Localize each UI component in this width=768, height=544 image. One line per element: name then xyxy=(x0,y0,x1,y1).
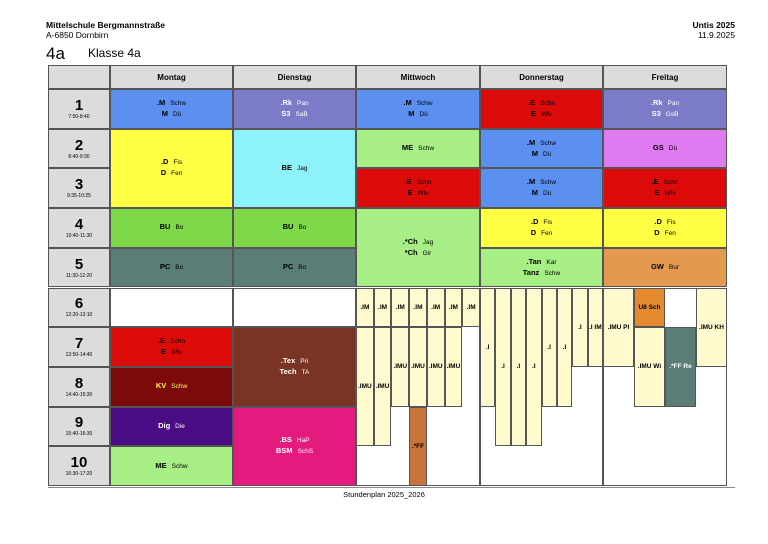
lesson-line xyxy=(160,262,183,273)
teacher-code: Jag xyxy=(422,238,434,246)
split-lesson-cell: .IMU xyxy=(374,327,392,446)
lesson-cell xyxy=(110,327,233,367)
lesson-cell xyxy=(110,367,233,407)
period-time: 11:30-12:20 xyxy=(65,272,93,279)
subject-code: .E xyxy=(404,177,412,187)
lesson-line xyxy=(402,143,434,154)
subject-code: .Rk xyxy=(650,97,663,107)
period-time: 7:50-8:40 xyxy=(68,113,90,120)
software-name: Untis 2025 xyxy=(692,20,735,30)
lesson-line xyxy=(283,262,306,273)
subject-code: BU xyxy=(282,222,294,232)
subject-code: M xyxy=(408,108,415,118)
teacher-code: Fis xyxy=(543,218,553,226)
split-lesson-cell: .IMU xyxy=(356,327,374,446)
lesson-line xyxy=(403,237,433,248)
subject-code: .E xyxy=(158,336,166,346)
split-lesson-cell: .IM xyxy=(427,288,445,328)
split-lesson-cell: .IMU Wi xyxy=(634,327,665,406)
lesson-cell xyxy=(603,208,727,248)
lesson-cell xyxy=(233,129,356,208)
split-lesson-cell: .IM xyxy=(462,288,480,328)
lesson-line xyxy=(652,177,679,188)
lesson-line xyxy=(282,163,308,174)
split-lesson-cell: .IM xyxy=(374,288,392,328)
period-label xyxy=(48,288,110,328)
period-number: 7 xyxy=(74,335,84,353)
lesson-line xyxy=(161,157,182,168)
lesson-cell xyxy=(110,446,233,486)
subject-code: ME xyxy=(401,143,414,153)
lesson-line xyxy=(408,188,429,199)
teacher-code: Schw xyxy=(540,179,557,187)
subject-code: D xyxy=(654,227,660,237)
teacher-code: Dü xyxy=(542,190,552,198)
split-lesson-cell: .I xyxy=(526,288,541,447)
school-address: A-6850 Dornbirn xyxy=(46,30,109,40)
lesson-cell xyxy=(110,208,233,248)
day-header-mittwoch: Mittwoch xyxy=(356,65,480,89)
lesson-line xyxy=(408,109,428,120)
subject-code: KV xyxy=(155,381,167,391)
teacher-code: Fen xyxy=(171,170,183,178)
period-number: 6 xyxy=(74,295,84,313)
lesson-cell xyxy=(603,168,727,208)
lesson-cell xyxy=(480,89,603,129)
teacher-code: Bo xyxy=(298,224,307,232)
lesson-line xyxy=(403,98,432,109)
subject-code: .M xyxy=(526,177,536,187)
subject-code: .BS xyxy=(279,435,292,445)
lesson-cell xyxy=(356,168,480,208)
teacher-code: Jag xyxy=(296,164,308,172)
period-label xyxy=(48,129,110,169)
lesson-line xyxy=(276,446,313,457)
split-lesson-cell: .IM xyxy=(391,288,409,328)
period-time: 10:40-11:30 xyxy=(65,232,93,239)
split-lesson-cell: .IM xyxy=(356,288,374,328)
period-number: 8 xyxy=(74,374,84,392)
teacher-code: Bo xyxy=(298,264,307,272)
teacher-code: Bur xyxy=(668,264,680,272)
teacher-code: Wlv xyxy=(541,110,552,118)
split-lesson-cell: .I xyxy=(480,288,495,407)
subject-code: S3 xyxy=(651,108,661,118)
subject-code: M xyxy=(161,108,168,118)
lesson-cell xyxy=(233,407,356,486)
lesson-line xyxy=(531,217,552,228)
period-number: 3 xyxy=(74,176,84,194)
teacher-code: Bo xyxy=(175,224,184,232)
lesson-cell xyxy=(233,248,356,288)
subject-code: .M xyxy=(156,97,166,107)
lesson-cell xyxy=(356,89,480,129)
lesson-cell xyxy=(356,129,480,169)
teacher-code: Wlv xyxy=(664,190,676,198)
lesson-line xyxy=(281,356,308,367)
period-time: 15:40-16:30 xyxy=(65,431,93,438)
subject-code: E xyxy=(407,188,413,198)
period-number: 2 xyxy=(74,136,84,154)
split-lesson-cell: .I xyxy=(557,288,572,407)
print-date: 11.9.2025 xyxy=(697,30,735,40)
lesson-line xyxy=(156,381,187,392)
teacher-code: Pan xyxy=(297,99,309,107)
teacher-code: GsB xyxy=(665,110,679,118)
period-label xyxy=(48,89,110,129)
teacher-code: TA xyxy=(301,368,310,376)
teacher-code: Pri xyxy=(300,357,309,365)
lesson-cell xyxy=(480,248,603,288)
subject-code: PC xyxy=(159,262,171,272)
subject-code: .*Ch xyxy=(402,236,418,246)
lesson-line xyxy=(281,109,307,120)
teacher-code: Schn xyxy=(540,99,555,107)
lesson-line xyxy=(279,435,309,446)
subject-code: D xyxy=(160,168,167,178)
period-label xyxy=(48,248,110,288)
period-time: 9:35-10:25 xyxy=(67,193,91,200)
lesson-cell xyxy=(110,288,233,328)
lesson-line xyxy=(405,248,432,259)
lesson-line xyxy=(155,461,187,472)
teacher-code: Schw xyxy=(416,99,433,107)
split-lesson-cell: .I xyxy=(495,288,510,447)
subject-code: Dig xyxy=(158,420,171,430)
period-label xyxy=(48,446,110,486)
teacher-code: Dü xyxy=(419,110,428,118)
period-label xyxy=(48,208,110,248)
subject-code: .Rk xyxy=(280,97,293,107)
split-lesson-cell: .IMU xyxy=(409,327,427,406)
day-header-montag: Montag xyxy=(110,65,233,89)
period-time: 8:40-9:30 xyxy=(68,153,90,160)
period-time: 13:50-14:40 xyxy=(65,352,93,359)
split-lesson-cell: .*FF Re xyxy=(665,327,696,406)
school-name: Mittelschule Bergmannstraße xyxy=(46,20,166,30)
lesson-line xyxy=(654,217,675,228)
subject-code: ME xyxy=(155,460,167,470)
subject-code: *Ch xyxy=(404,247,418,257)
teacher-code: SaB xyxy=(295,110,308,118)
teacher-code: Schw xyxy=(171,462,188,470)
subject-code: BE xyxy=(281,162,292,172)
teacher-code: Kar xyxy=(546,258,557,266)
lesson-cell xyxy=(603,89,727,129)
lesson-cell xyxy=(233,208,356,248)
lesson-line xyxy=(652,109,679,120)
lesson-line xyxy=(531,109,552,120)
split-lesson-cell: .I xyxy=(542,288,557,407)
period-number: 10 xyxy=(70,454,88,472)
lesson-line xyxy=(405,177,432,188)
period-label xyxy=(48,327,110,367)
split-lesson-cell: .IMU Pl xyxy=(603,288,634,367)
lesson-cell xyxy=(480,208,603,248)
lesson-line xyxy=(280,367,310,378)
footer-divider xyxy=(48,487,735,488)
split-lesson-cell: .IMU xyxy=(427,327,445,406)
day-header-dienstag: Dienstag xyxy=(233,65,356,89)
day-header-donnerstag: Donnerstag xyxy=(480,65,603,89)
lesson-cell xyxy=(233,327,356,406)
teacher-code: Dü xyxy=(172,110,182,118)
lesson-cell xyxy=(480,168,603,208)
lesson-line xyxy=(160,222,184,233)
period-time: 16:30-17:20 xyxy=(65,471,93,478)
split-lesson-cell: .IMU xyxy=(391,327,409,406)
timetable-grid xyxy=(48,65,727,486)
lesson-line xyxy=(655,188,676,199)
class-name: Klasse 4a xyxy=(88,46,141,60)
split-lesson-cell: .IMU xyxy=(445,327,463,406)
lesson-line xyxy=(157,98,186,109)
subject-code: .D xyxy=(530,216,539,226)
lesson-line xyxy=(280,98,308,109)
teacher-code: Dü xyxy=(668,145,678,153)
subject-code: GW xyxy=(650,262,664,272)
split-lesson-cell: .I IM xyxy=(588,288,603,367)
lesson-cell xyxy=(603,248,727,288)
subject-code: E xyxy=(161,347,167,357)
teacher-code: Wlv xyxy=(417,190,429,198)
subject-code: .E xyxy=(651,177,659,187)
teacher-code: Fen xyxy=(664,229,676,237)
teacher-code: Schn xyxy=(416,179,432,187)
period-time: 14:40-15:30 xyxy=(65,391,93,398)
period-label xyxy=(48,407,110,447)
period-number: 9 xyxy=(74,414,84,432)
subject-code: BU xyxy=(159,222,171,232)
subject-code: PC xyxy=(282,262,294,272)
teacher-code: Dü xyxy=(542,150,552,158)
lesson-cell xyxy=(110,248,233,288)
lesson-line xyxy=(532,149,552,160)
teacher-code: Schn xyxy=(663,179,679,187)
grid-corner xyxy=(48,65,110,89)
lesson-line xyxy=(651,262,679,273)
footer-title: Stundenplan 2025_2026 xyxy=(343,490,425,499)
lesson-line xyxy=(651,98,679,109)
teacher-code: Bo xyxy=(175,264,184,272)
teacher-code: Pan xyxy=(667,99,680,107)
lesson-line xyxy=(161,347,182,358)
teacher-code: SchS xyxy=(297,448,314,456)
split-lesson-cell: .IM xyxy=(409,288,427,328)
subject-code: .M xyxy=(403,97,412,107)
lesson-cell xyxy=(356,208,480,287)
subject-code: E xyxy=(531,108,537,118)
subject-code: .M xyxy=(526,137,536,147)
split-lesson-cell: .IM xyxy=(445,288,463,328)
lesson-line xyxy=(532,188,552,199)
split-lesson-cell: .IMU KH xyxy=(696,288,727,367)
lesson-line xyxy=(161,168,183,179)
lesson-line xyxy=(283,222,307,233)
lesson-line xyxy=(653,143,677,154)
day-header-freitag: Freitag xyxy=(603,65,727,89)
subject-code: M xyxy=(531,148,538,158)
lesson-cell xyxy=(233,288,356,328)
subject-code: .D xyxy=(160,157,169,167)
period-number: 1 xyxy=(74,96,84,114)
subject-code: .Tan xyxy=(526,256,542,266)
lesson-line xyxy=(527,177,556,188)
split-lesson-cell: .I xyxy=(511,288,526,447)
subject-code: Tanz xyxy=(522,267,540,277)
lesson-cell xyxy=(110,407,233,447)
teacher-code: Fis xyxy=(173,159,183,167)
subject-code: GS xyxy=(652,143,664,153)
teacher-code: Gir xyxy=(422,249,432,257)
split-lesson-cell: .I xyxy=(572,288,587,367)
teacher-code: Schw xyxy=(171,383,188,391)
subject-code: .Tex xyxy=(280,355,296,365)
lesson-line xyxy=(527,257,557,268)
lesson-line xyxy=(523,268,560,279)
lesson-line xyxy=(162,109,182,120)
subject-code: D xyxy=(530,227,537,237)
split-lesson-cell: U8 Sch xyxy=(634,288,665,328)
lesson-cell xyxy=(110,129,233,208)
lesson-line xyxy=(527,138,556,149)
teacher-code: Schw xyxy=(540,139,557,147)
lesson-cell xyxy=(603,129,727,169)
teacher-code: Schw xyxy=(418,145,435,153)
period-number: 5 xyxy=(74,255,84,273)
subject-code: S3 xyxy=(281,108,291,118)
lesson-line xyxy=(158,336,185,347)
subject-code: BSM xyxy=(275,446,293,456)
lesson-cell xyxy=(233,89,356,129)
subject-code: E xyxy=(654,188,660,198)
teacher-code: Schw xyxy=(170,99,187,107)
lesson-cell xyxy=(110,89,233,129)
lesson-line xyxy=(654,228,676,239)
period-label xyxy=(48,168,110,208)
teacher-code: Die xyxy=(175,422,185,430)
subject-code: .D xyxy=(654,216,662,226)
teacher-code: Fis xyxy=(666,218,676,226)
subject-code: Tech xyxy=(279,366,297,376)
split-lesson-cell: .*FF xyxy=(409,407,427,486)
subject-code: .E xyxy=(528,97,536,107)
teacher-code: Fen xyxy=(541,229,553,237)
period-number: 4 xyxy=(74,215,84,233)
lesson-line xyxy=(158,421,185,432)
subject-code: M xyxy=(531,188,538,198)
lesson-line xyxy=(531,228,553,239)
period-time: 12:20-13:10 xyxy=(65,312,93,319)
period-label xyxy=(48,367,110,407)
teacher-code: HaP xyxy=(296,437,310,445)
teacher-code: Schn xyxy=(170,338,185,346)
teacher-code: Wlv xyxy=(171,349,182,357)
lesson-cell xyxy=(480,129,603,169)
class-code: 4a xyxy=(46,44,65,63)
teacher-code: Schw xyxy=(544,269,561,277)
lesson-line xyxy=(528,98,555,109)
